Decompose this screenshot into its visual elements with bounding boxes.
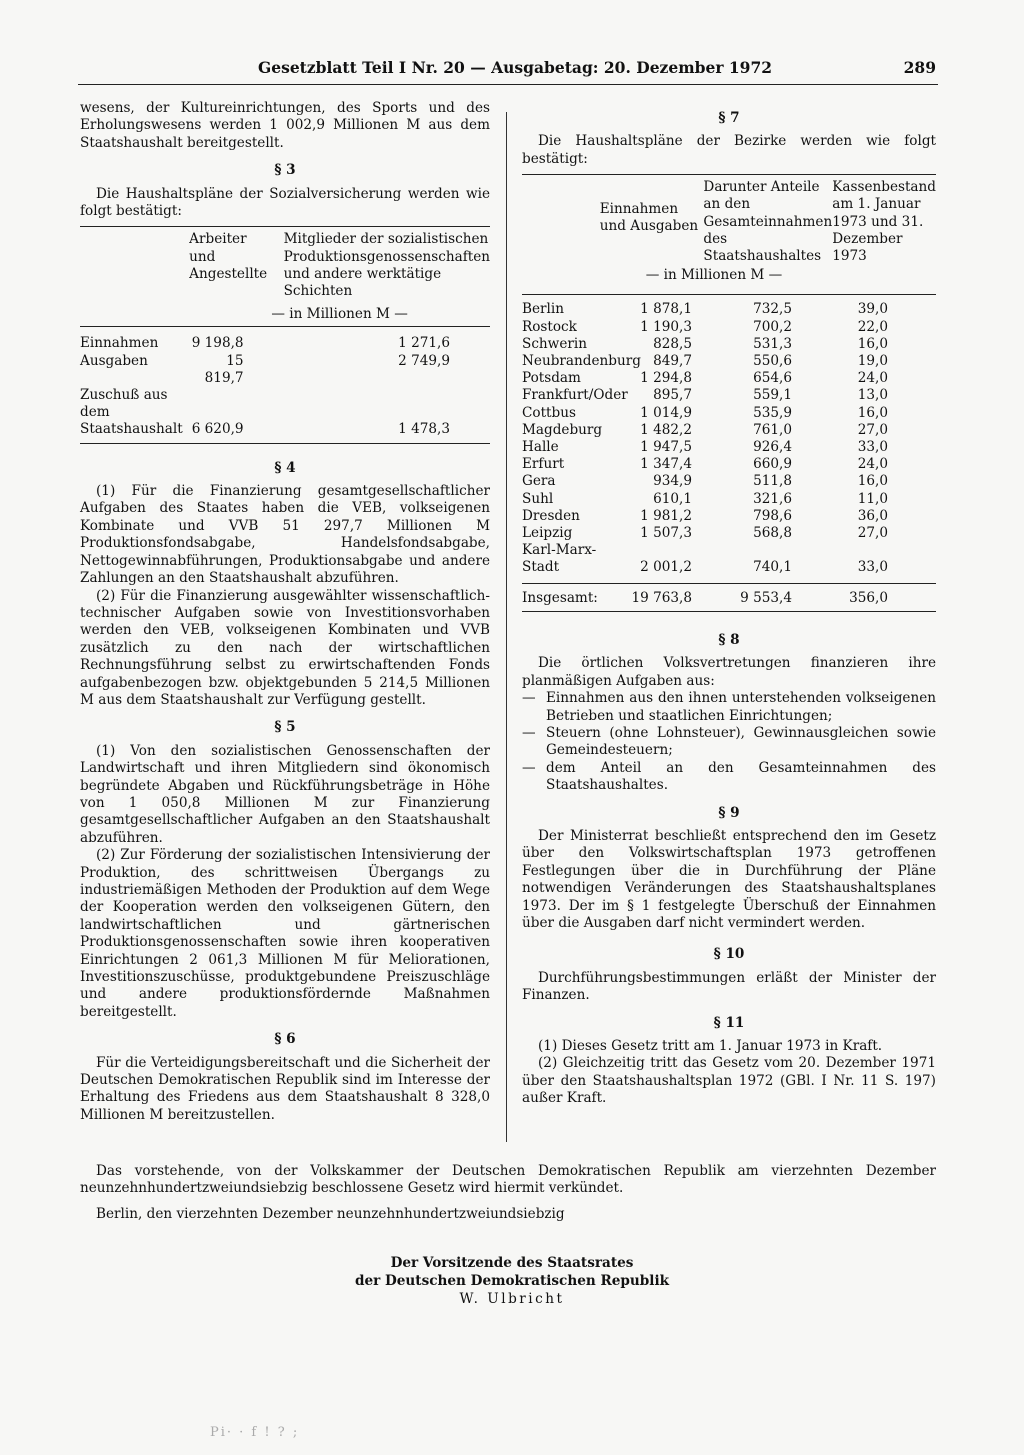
table-row: Karl-Marx-Stadt 2 001,2 740,1 33,0 bbox=[522, 542, 888, 576]
section-11-para-2: (2) Gleichzeitig tritt das Gesetz vom 20. Dezember 1971 über den Staatshaushaltsplan 1972 (GBl. I Nr. 11 S. 197) außer Kraft. bbox=[522, 1055, 936, 1107]
section-3-heading: § 3 bbox=[274, 162, 296, 179]
section-4-heading: § 4 bbox=[274, 459, 296, 476]
page-number: 289 bbox=[903, 58, 936, 77]
table-col-workers: Arbeiter und Angestellte bbox=[189, 231, 268, 282]
page-header-title: Gesetzblatt Teil I Nr. 20 — Ausgabetag: 20. Dezember 1972 bbox=[258, 58, 773, 77]
signature-name: W. Ulbricht bbox=[459, 1291, 565, 1307]
section-3-text: Die Haushaltspläne der Sozialversicherung werden wie folgt bestätigt: bbox=[80, 185, 490, 220]
table-row: Erfurt 1 347,4 660,9 24,0 bbox=[522, 456, 888, 473]
intro-paragraph: wesens, der Kultureinrichtungen, des Sports und des Erholungswesens werden 1 002,9 Millionen M aus dem Staatshaushalt bereitgestellt. bbox=[80, 100, 490, 151]
table-unit: — in Millionen M — bbox=[645, 267, 783, 284]
section-5-para-1: (1) Von den sozialistischen Genossenschaften der Landwirtschaft und ihren Mitgliedern sind ökonomisch begründete Abgaben und Rückführungsbeträge in Höhe von 1 050,8 Millionen M zur Finanzierung gesamtgesellschaftlicher Aufgaben an den Staatshaushalt abzuführen. bbox=[80, 742, 490, 846]
table-col-members: Mitglieder der sozialistischen Produktionsgenossenschaften und andere werktätige Schichten bbox=[283, 231, 491, 300]
left-column bbox=[80, 100, 490, 1124]
table-row: Ausgaben 15 819,7 2 749,9 bbox=[80, 352, 450, 386]
list-item: — Steuern (ohne Lohnsteuer), Gewinnausgleichen sowie Gemeindesteuern; bbox=[522, 725, 936, 760]
right-column bbox=[522, 110, 936, 1108]
table-row: Leipzig 1 507,3 568,8 27,0 bbox=[522, 525, 888, 542]
table-row: Suhl 610,1 321,6 11,0 bbox=[522, 490, 888, 507]
section-8-heading: § 8 bbox=[718, 631, 740, 648]
section-5-heading: § 5 bbox=[274, 719, 296, 736]
section-6-para-1: Für die Verteidigungsbereitschaft und die Sicherheit der Deutschen Demokratischen Republik sind im Interesse der Erhaltung des Friedens aus dem Staatshaushalt 8 328,0 Millionen M bereitzustellen. bbox=[80, 1054, 490, 1123]
page-header bbox=[78, 58, 938, 85]
table-row: Magdeburg 1 482,2 761,0 27,0 bbox=[522, 421, 888, 438]
section-4-para-1: (1) Für die Finanzierung gesamtgesellschaftlicher Aufgaben des Staates haben die VEB, volkseigenen Kombinate und VVB 51 297,7 Millionen M Produktionsfondsabgabe, Handelsfondsabgabe, Nettogewinnabführungen, Produktionsabgabe und andere Zahlungen an den Staatshaushalt abzuführen. bbox=[80, 483, 490, 587]
place-date: Berlin, den vierzehnten Dezember neunzehnhundertzweiundsiebzig bbox=[96, 1205, 565, 1222]
signature-title-2: der Deutschen Demokratischen Republik bbox=[354, 1273, 670, 1289]
list-item: — dem Anteil an den Gesamteinnahmen des Staatshaushaltes. bbox=[522, 760, 936, 795]
section-6-heading: § 6 bbox=[274, 1031, 296, 1048]
table-row: Potsdam 1 294,8 654,6 24,0 bbox=[522, 370, 888, 387]
district-total bbox=[522, 583, 936, 612]
section-7-heading: § 7 bbox=[718, 110, 740, 126]
section-9-heading: § 9 bbox=[718, 804, 740, 821]
section-5-para-2: (2) Zur Förderung der sozialistischen Intensivierung der Produktion, des schrittweisen Übergangs zu industriemäßigen Methoden der Produktion auf dem Wege der Kooperation werden den volkseigenen Gütern, den landwirtschaftlichen und gärtnerischen Produktionsgenossenschaften sowie ihren kooperativen Einrichtungen 2 061,3 Millionen M für Meliorationen, Investitionszuschüsse, produktgebundene Preiszuschläge und andere produktionsfördernde Maßnahmen bereitgestellt. bbox=[80, 847, 490, 1020]
section-11-heading: § 11 bbox=[713, 1014, 745, 1031]
table-col-income: Einnahmen und Ausgaben bbox=[599, 201, 699, 235]
table-row: Rostock 1 190,3 700,2 22,0 bbox=[522, 318, 888, 335]
section-8-list bbox=[522, 690, 936, 794]
table-row: Zuschuß aus dem Staatshaushalt 6 620,9 1 478,3 bbox=[80, 387, 490, 443]
table-row: Schwerin 828,5 531,3 16,0 bbox=[522, 335, 888, 352]
table-row: Berlin 1 878,1 732,5 39,0 bbox=[522, 301, 888, 318]
table-row: Frankfurt/Oder 895,7 559,1 13,0 bbox=[522, 387, 888, 404]
section-7-text: Die Haushaltspläne der Bezirke werden wie folgt bestätigt: bbox=[522, 133, 936, 167]
table-row: Cottbus 1 014,9 535,9 16,0 bbox=[522, 404, 888, 421]
faint-stamp-marks: Pi· · f ! ? ; bbox=[210, 1425, 300, 1440]
section-4-para-2: (2) Für die Finanzierung ausgewählter wissenschaftlich-technischer Aufgaben sowie von Investitionsvorhaben werden den VEB, volkseigenen Kombinaten und VVB zusätzlich zu den nach der wirtschaftlichen Rechnungsführung selbst zu erwirtschaftenden Fonds aufgabenbezogen bzw. objektgebunden 5 214,5 Millionen M aus dem Staatshaushalt zur Verfügung gestellt. bbox=[80, 587, 490, 708]
section-8-text: Die örtlichen Volksvertretungen finanzieren ihre planmäßigen Aufgaben aus: bbox=[522, 655, 936, 689]
table-row: Halle 1 947,5 926,4 33,0 bbox=[522, 439, 888, 456]
section-9-text: Der Ministerrat beschließt entsprechend den im Gesetz über den Volkswirtschaftsplan 1973 getroffenen Festlegungen über die in Durchführung der Pläne notwendigen Veränderungen des Staatshaushaltsplanes 1973. Der im § 1 festgelegte Überschuß der Einnahmen über die Ausgaben darf nicht vermindert werden. bbox=[522, 827, 936, 931]
table-total-row: Insgesamt: 19 763,8 9 553,4 356,0 bbox=[522, 583, 936, 611]
promulgation-text: Das vorstehende, von der Volkskammer der Deutschen Demokratischen Republik am vierzehnten Dezember neunzehnhundertzweiundsiebzig beschlossene Gesetz wird hiermit verkündet. bbox=[80, 1163, 936, 1197]
section-11-para-1: (1) Dieses Gesetz tritt am 1. Januar 1973 in Kraft. bbox=[538, 1038, 883, 1055]
district-rows bbox=[522, 301, 936, 576]
column-divider bbox=[506, 112, 507, 1142]
table-col-cash: Kassenbestand am 1. Januar 1973 und 31. Dezember 1973 bbox=[832, 179, 936, 265]
section-10-text: Durchführungsbestimmungen erläßt der Minister der Finanzen. bbox=[522, 969, 936, 1004]
social-insurance-table bbox=[80, 226, 490, 443]
table-row: Gera 934,9 511,8 16,0 bbox=[522, 473, 888, 490]
table-unit: — in Millionen M — bbox=[271, 306, 408, 323]
table-row: Einnahmen 9 198,8 1 271,6 bbox=[80, 335, 450, 352]
table-row: Dresden 1 981,2 798,6 36,0 bbox=[522, 507, 888, 524]
signature-block bbox=[0, 1254, 1024, 1308]
district-table bbox=[522, 174, 936, 301]
section-10-heading: § 10 bbox=[713, 946, 745, 963]
list-item: — Einnahmen aus den ihnen unterstehenden volkseigenen Betrieben und staatlichen Einrichtungen; bbox=[522, 690, 936, 725]
table-row: Neubrandenburg 849,7 550,6 19,0 bbox=[522, 353, 888, 370]
signature-title-1: Der Vorsitzende des Staatsrates bbox=[390, 1255, 634, 1271]
table-col-shares: Darunter Anteile an den Gesamteinnahmen des Staatshaushaltes bbox=[703, 179, 833, 265]
closing-block bbox=[80, 1163, 936, 1223]
